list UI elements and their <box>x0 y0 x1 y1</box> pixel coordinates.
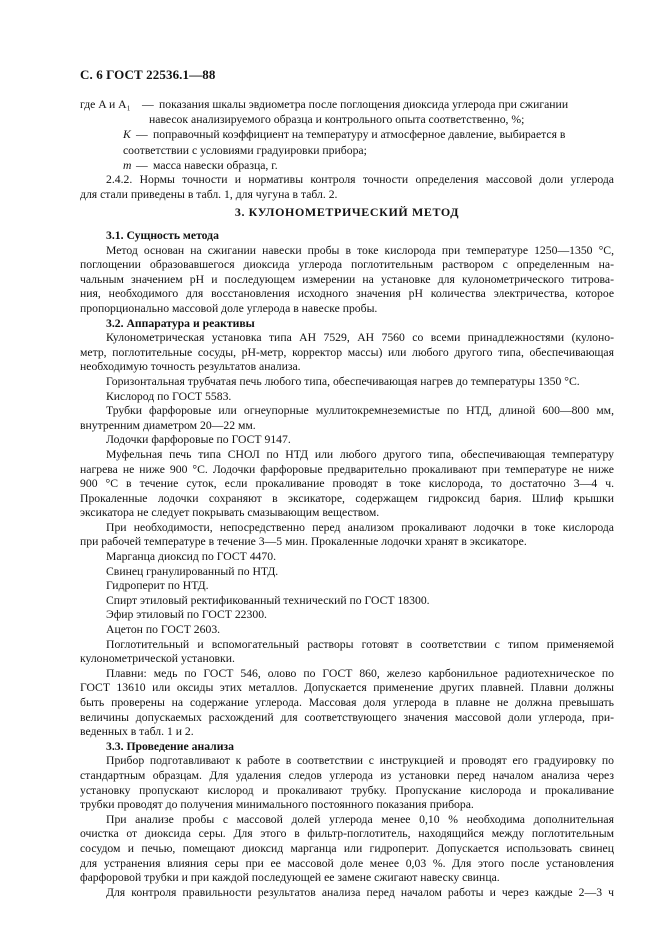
text-line: для стали приведены в табл. 1, для чугуна в табл. 2. <box>80 187 338 201</box>
definition-text: показания шкалы эвдиометра после поглощения диоксида углерода при сжигании <box>159 98 569 111</box>
text-line: Для контроля правильности результатов анализа перед началом работы и через каждые 2—3 ч <box>106 885 614 899</box>
definition-row <box>80 158 614 173</box>
definition-symbol: где A и A₁ <box>80 98 131 111</box>
text-line: для устранения влияния серы при ее массовой доле менее 0,03 %. Для этого после установления <box>80 856 614 870</box>
definition-text: навесок анализируемого образца и контрольного опыта соответственно, %; <box>149 113 525 127</box>
definition-row <box>80 127 614 142</box>
text-line: ния, необходимого для восстановления исходного значения pH количества электричества, которое <box>80 287 614 301</box>
text-line: эксикатора не следует покрывать смазывающим веществом. <box>80 506 380 520</box>
text-line: Спирт этиловый ректификованный технический по ГОСТ 18300. <box>106 593 430 607</box>
text-line: быть проверены на содержание углерода. Массовая доля углерода в плавне не должна превышать <box>80 696 614 709</box>
section-3-1 <box>80 229 614 900</box>
section-3-3-body <box>80 754 614 900</box>
text-line: Прибор подготавливают к работе в соответствии с инструкцией и проводят его градуировку по <box>106 754 614 768</box>
paragraph-2-4-2 <box>80 173 614 202</box>
text-line: Поглотительный и вспомогательный растворы готовят в соответствии с типом применяемой <box>106 637 614 651</box>
text-line: сосудом и печью, помещают диоксид марганца или гидроперит. Допускается использовать свинец <box>80 841 614 855</box>
page-header: С. 6 ГОСТ 22536.1—88 <box>80 67 216 82</box>
text-line: веденных в табл. 1 и 2. <box>80 725 194 739</box>
definition-text: поправочный коэффициент на температуру и атмосферное давление, выбирается в <box>153 128 566 142</box>
text-line: необходимую точность результатов анализа. <box>80 360 301 374</box>
text-line: Ацетон по ГОСТ 2603. <box>106 623 221 637</box>
definition-dash: — <box>142 98 154 111</box>
text-line: Горизонтальная трубчатая печь любого типа, обеспечивающая нагрев до температуры 1350 °С. <box>106 374 580 388</box>
text-line: Трубки фарфоровые или огнеупорные муллитокремнеземистые по НТД, длиной 600—800 мм, <box>106 404 614 418</box>
text-line: Прокаленные лодочки сохраняют в эксикаторе, содержащем гидроксид бария. Шлиф крышки <box>80 491 614 505</box>
text-line: чальным значением pH и последующем измерении на установке для кулонометрического титрова- <box>80 272 614 286</box>
definition-text: масса навески образца, г. <box>153 158 278 172</box>
text-line: стандартным образцам. Для удаления следов углерода из установки перед началом анализа через <box>80 768 614 782</box>
text-line: трубки проводят до получения минимального постоянного показания прибора. <box>80 798 474 812</box>
text-line: величины допускаемых расхождений для соответствующего значения массовой доли углерода, при- <box>80 710 614 724</box>
definition-dash: — <box>136 158 148 172</box>
text-line: Муфельная печь типа СНОЛ по НТД или любого другого типа, обеспечивающая температуру <box>106 447 614 461</box>
text-line: ГОСТ 13610 или оксиды этих металлов. Допускается применение других плавней. Плавни должны <box>80 681 614 695</box>
text-line: Кулонометрическая установка типа АН 7529, АН 7560 со всеми принадлежностями (кулоно- <box>106 331 614 345</box>
text-line: Марганца диоксид по ГОСТ 4470. <box>106 550 276 564</box>
text-line: При необходимости, непосредственно перед анализом прокаливают лодочки в токе кислорода <box>106 520 614 534</box>
definition-text: соответствии с условиями градуировки прибора; <box>123 143 367 157</box>
text-line: установку пропускают кислород и прокаливают трубку. Пропускание кислорода и прокаливание <box>80 783 614 797</box>
text-line: метр, поглотительные сосуды, pH-метр, корректор массы) или любого другого типа, обеспечивающая <box>80 345 614 359</box>
text-line: внутренним диаметром 20—22 мм. <box>80 418 256 432</box>
text-line: Плавни: медь по ГОСТ 546, олово по ГОСТ 860, железо карбонильное радиотехническое по <box>106 666 614 680</box>
text-line: 2.4.2. Нормы точности и нормативы контроля точности определения массовой доли углерода <box>106 173 614 186</box>
text-line: Метод основан на сжигании навески пробы в токе кислорода при температуре 1250—1350 °С, <box>106 243 614 257</box>
text-line: поглощении образовавшегося диоксида углерода поглотительным раствором с определенным на- <box>80 258 614 272</box>
formula-definitions <box>80 97 614 173</box>
definition-row <box>80 143 614 158</box>
text-line: Эфир этиловый по ГОСТ 22300. <box>106 608 267 622</box>
text-line: нагрева не ниже 900 °С. Лодочки фарфоровые предварительно прокаливают при температуре не ниже <box>80 462 614 476</box>
text-line: Гидроперит по НТД. <box>106 579 209 593</box>
definition-row <box>80 112 614 127</box>
text-line: При анализе пробы с массовой долей углерода менее 0,10 % необходима дополнительная <box>106 812 614 826</box>
text-line: очистка от диоксида серы. Для этого в фильтр-поглотитель, находящийся между поглотительным <box>80 827 614 841</box>
section-3-2-body <box>80 331 614 740</box>
subsection-heading: 3.2. Аппаратура и реактивы <box>106 316 255 330</box>
text-line: Кислород по ГОСТ 5583. <box>106 389 232 403</box>
text-line: Свинец гранулированный по НТД. <box>106 564 279 578</box>
section-title: 3. КУЛОНОМЕТРИЧЕСКИЙ МЕТОД <box>234 205 460 219</box>
definition-symbol: m <box>123 158 132 172</box>
text-line: Лодочки фарфоровые по ГОСТ 9147. <box>106 433 291 447</box>
text-line: пропорционально массовой доле углерода в навеске пробы. <box>80 301 378 315</box>
subsection-heading: 3.1. Сущность метода <box>106 229 219 242</box>
text-line: фарфоровой трубки и при каждой последующей ее замене сжигают навеску свинца. <box>80 871 500 885</box>
text-line: при рабочей температуре в течение 3—5 мин. Прокаленные лодочки хранят в эксикаторе. <box>80 535 527 549</box>
text-line: 900 °С в течение суток, если прокаливание проводят в токе кислорода, то достаточно 3—4 ч. <box>80 477 614 491</box>
definition-dash: — <box>136 128 148 142</box>
definition-row <box>80 97 614 112</box>
text-line: кулонометрической установки. <box>80 652 235 666</box>
subsection-heading: 3.3. Проведение анализа <box>106 739 234 753</box>
definition-symbol: K <box>123 128 131 142</box>
